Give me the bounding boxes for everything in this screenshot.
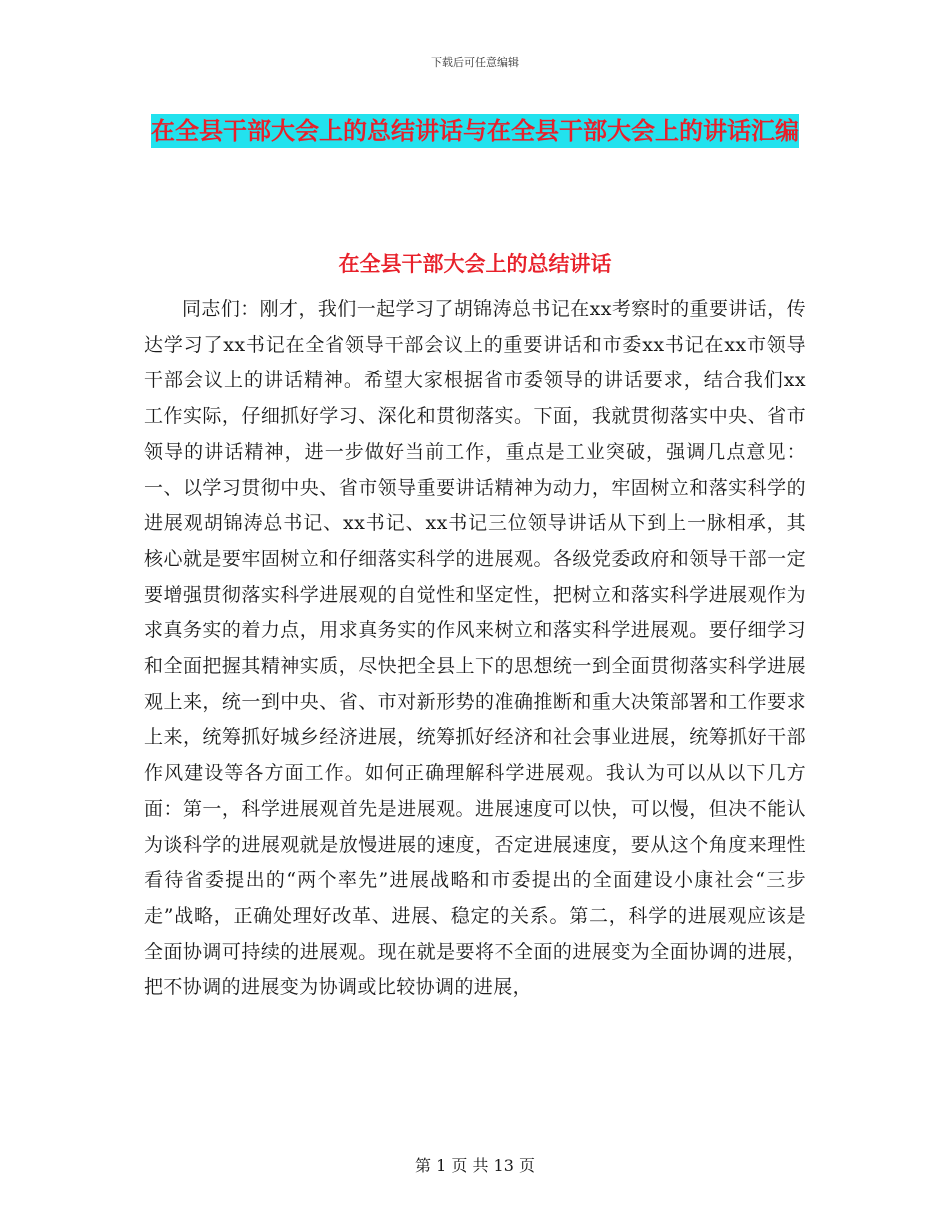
page-number-footer: 第 1 页 共 13 页 [415,1156,535,1175]
body-paragraph: 同志们：刚才，我们一起学习了胡锦涛总书记在xx考察时的重要讲话，传达学习了xx书记在全省领导干部会议上的重要讲话和市委xx书记在xx市领导干部会议上的讲话精神。希望大家根据省市委领导的讲话要求，结合我们xx工作实际，仔细抓好学习、深化和贯彻落实。下面，我就贯彻落实中央、省市领导的讲话精神，进一步做好当前工作，重点是工业突破，强调几点意见：一、以学习贯彻中央、省市领导重要讲话精神为动力，牢固树立和落实科学的进展观胡锦涛总书记、xx书记、xx书记三位领导讲话从下到上一脉相承，其核心就是要牢固树立和仔细落实科学的进展观。各级党委政府和领导干部一定要增强贯彻落实科学进展观的自觉性和坚定性，把树立和落实科学进展观作为求真务实的着力点，用求真务实的作风来树立和落实科学进展观。要仔细学习和全面把握其精神实质，尽快把全县上下的思想统一到全面贯彻落实科学进展观上来，统一到中央、省、市对新形势的准确推断和重大决策部署和工作要求上来，统筹抓好城乡经济进展，统筹抓好经济和社会事业进展，统筹抓好干部作风建设等各方面工作。如何正确理解科学进展观。我认为可以从以下几方面：第一，科学进展观首先是进展观。进展速度可以快，可以慢，但决不能认为谈科学的进展观就是放慢进展的速度，否定进展速度，要从这个角度来理性看待省委提出的“两个率先”进展战略和市委提出的全面建设小康社会“三步走”战略，正确处理好改革、进展、稳定的关系。第二，科学的进展观应该是全面协调可持续的进展观。现在就是要将不全面的进展变为全面协调的进展，把不协调的进展变为协调或比较协调的进展， [144,298,806,999]
section-title: 在全县干部大会上的总结讲话 [338,252,612,276]
document-main-title [150,108,800,154]
header-note: 下载后可任意编辑 [431,56,519,69]
main-title-text: 在全县干部大会上的总结讲话与在全县干部大会上的讲话汇编 [151,114,799,148]
